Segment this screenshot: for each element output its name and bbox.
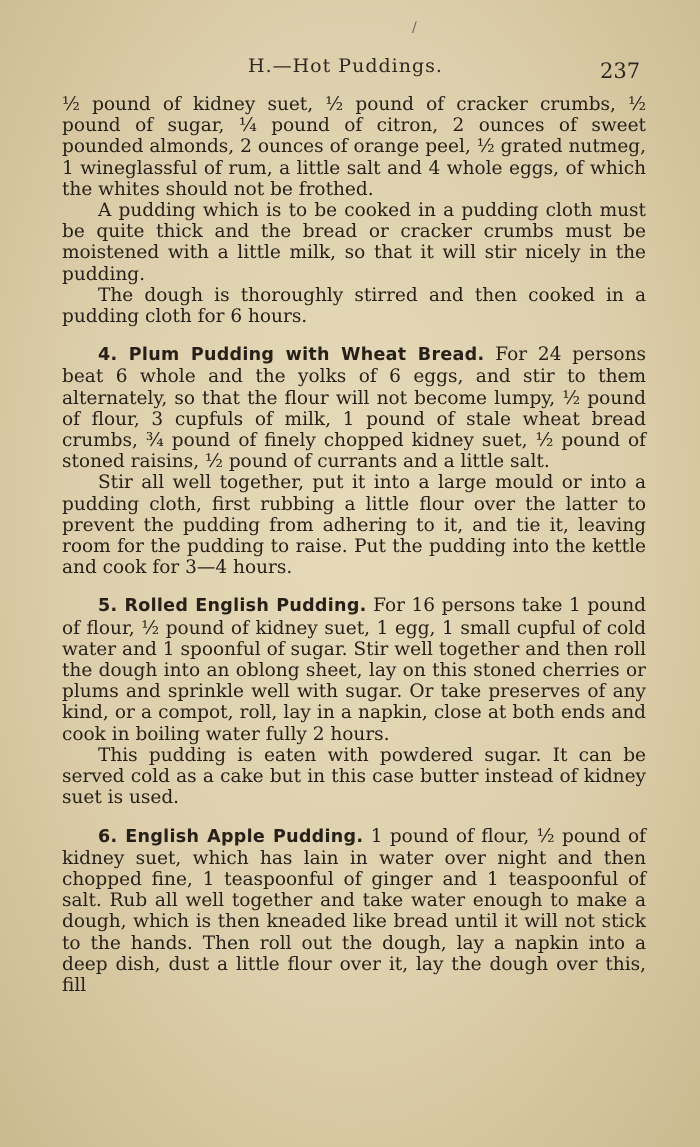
recipe-6 [62,826,646,997]
recipe-5 [62,595,646,744]
recipe-text: 1 pound of flour, ½ pound of kidney suet, which has lain in water over night and then chopped fine, 1 teaspoonful of ginger and 1 teaspoonful of salt. Rub all well together and take water enough to make a dough, which is then kneaded like bread until it will not stick to the hands. Then roll out the dough, lay a napkin into a deep dish, dust a little flour over it, lay the dough over this, fill [62,825,646,996]
continued-paragraph: A pudding which is to be cooked in a pudding cloth must be quite thick and the bread or cracker crumbs must be moistened with a little milk, so that it will stir nicely in the pudding. [62,200,646,285]
recipe-paragraph: Stir all well together, put it into a large mould or into a pudding cloth, first rubbing a little flour over the latter to prevent the pudding from adhering to it, and tie it, leaving room for the pudding to raise. Put the pudding into the kettle and cook for 3—4 hours. [62,472,646,579]
page-body [62,94,646,996]
recipe-title: 5. Rolled English Pudding. [98,596,367,617]
pencil-mark: / [412,20,417,36]
recipe-text: For 24 persons beat 6 whole and the yolks of 6 eggs, and stir to them alternately, so that the flour will not become lumpy, ½ pound of flour, 3 cupfuls of milk, 1 pound of stale wheat bread crumbs, ¾ pound of finely chopped kidney suet, ½ pound of stoned raisins, ½ pound of currants and a little salt. [62,344,646,473]
page-number: 237 [600,59,641,83]
running-head: H.—Hot Puddings. [248,55,443,77]
recipe-paragraph: This pudding is eaten with powdered sugar. It can be served cold as a cake but in this case butter instead of kidney suet is used. [62,744,646,809]
recipe-title: 6. English Apple Pudding. [98,826,364,847]
continued-paragraph: The dough is thoroughly stirred and then cooked in a pudding cloth for 6 hours. [62,284,646,328]
continued-paragraph: ½ pound of kidney suet, ½ pound of cracker crumbs, ½ pound of sugar, ¼ pound of citron, 2 ounces of sweet pounded almonds, 2 ounces of orange peel, ½ grated nutmeg, 1 wineglassful of rum, a little salt and 4 whole eggs, of which the whites should not be frothed. [62,94,646,200]
recipe-text: For 16 persons take 1 pound of flour, ½ pound of kidney suet, 1 egg, 1 small cupful of cold water and 1 spoonful of sugar. Stir well together and then roll the dough into an oblong sheet, lay on this stoned cherries or plums and sprinkle well with sugar. Or take preserves of any kind, or a compot, roll, lay in a napkin, close at both ends and cook in boiling water fully 2 hours. [62,595,646,745]
recipe-4 [62,344,646,472]
recipe-title: 4. Plum Pudding with Wheat Bread. [98,345,485,366]
